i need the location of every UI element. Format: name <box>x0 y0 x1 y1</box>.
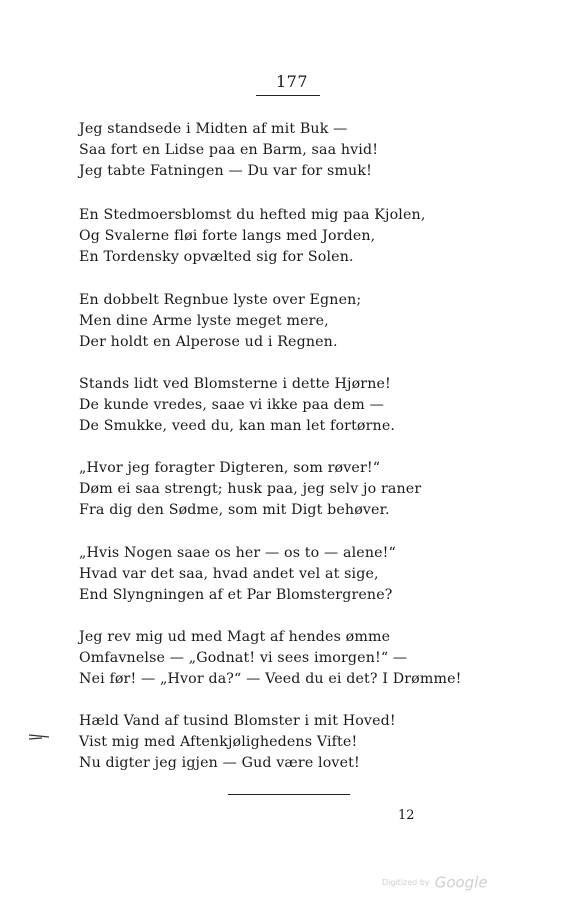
watermark-brand: Google <box>434 873 488 892</box>
verse-line: Der holdt en Alperose ud i Regnen. <box>79 334 338 350</box>
verse-line: Hvad var det saa, hvad andet vel at sige, <box>79 566 379 582</box>
verse-line: Jeg standsede i Midten af mit Buk — <box>79 121 348 137</box>
stanza <box>79 458 421 521</box>
verse-line: De Smukke, veed du, kan man let fortørne. <box>79 418 396 434</box>
stanza <box>79 119 378 182</box>
stanza <box>79 543 396 606</box>
verse-line: En Tordensky opvælted sig for Solen. <box>79 249 354 265</box>
verse-line: Stands lidt ved Blomsterne i dette Hjørne! <box>79 376 391 392</box>
watermark-prefix: Digitized by <box>382 878 430 887</box>
verse-line: Men dine Arme lyste meget mere, <box>79 313 329 329</box>
verse-line: En dobbelt Regnbue lyste over Egnen; <box>79 292 362 308</box>
verse-line: Nei før! — „Hvor da?“ — Veed du ei det? I Drømme! <box>79 671 462 687</box>
verse-line: Og Svalerne fløi forte langs med Jorden, <box>79 228 376 244</box>
stanza <box>79 374 395 437</box>
verse-line: Nu digter jeg igjen — Gud være lovet! <box>79 755 360 771</box>
margin-pencil-mark <box>28 733 50 741</box>
verse-line: Jeg rev mig ud med Magt af hendes ømme <box>79 629 391 645</box>
verse-line: Vist mig med Aftenkjølighedens Vifte! <box>79 734 358 750</box>
end-rule <box>228 794 350 795</box>
stanza <box>79 711 396 774</box>
verse-line: „Hvis Nogen saae os her — os to — alene!“ <box>79 545 396 561</box>
verse-line: Jeg tabte Fatningen — Du var for smuk! <box>79 163 372 179</box>
verse-line: En Stedmoersblomst du hefted mig paa Kjolen, <box>79 207 426 223</box>
verse-line: End Slyngningen af et Par Blomstergrene? <box>79 587 393 603</box>
page-number: 177 <box>275 72 309 91</box>
verse-line: Hæld Vand af tusind Blomster i mit Hoved! <box>79 713 396 729</box>
signature-mark: 12 <box>398 808 415 823</box>
verse-line: Døm ei saa strengt; husk paa, jeg selv jo raner <box>79 481 422 497</box>
page-number-rule <box>256 95 320 96</box>
verse-line: Fra dig den Sødme, som mit Digt behøver. <box>79 502 390 518</box>
stanza <box>79 627 461 690</box>
verse-line: Saa fort en Lidse paa en Barm, saa hvid! <box>79 142 379 158</box>
verse-line: „Hvor jeg foragter Digteren, som røver!“ <box>79 460 381 476</box>
watermark <box>382 872 488 892</box>
verse-line: De kunde vredes, saae vi ikke paa dem — <box>79 397 384 413</box>
stanza <box>79 290 361 353</box>
verse-line: Omfavnelse — „Godnat! vi sees imorgen!“ — <box>79 650 408 666</box>
stanza <box>79 205 425 268</box>
